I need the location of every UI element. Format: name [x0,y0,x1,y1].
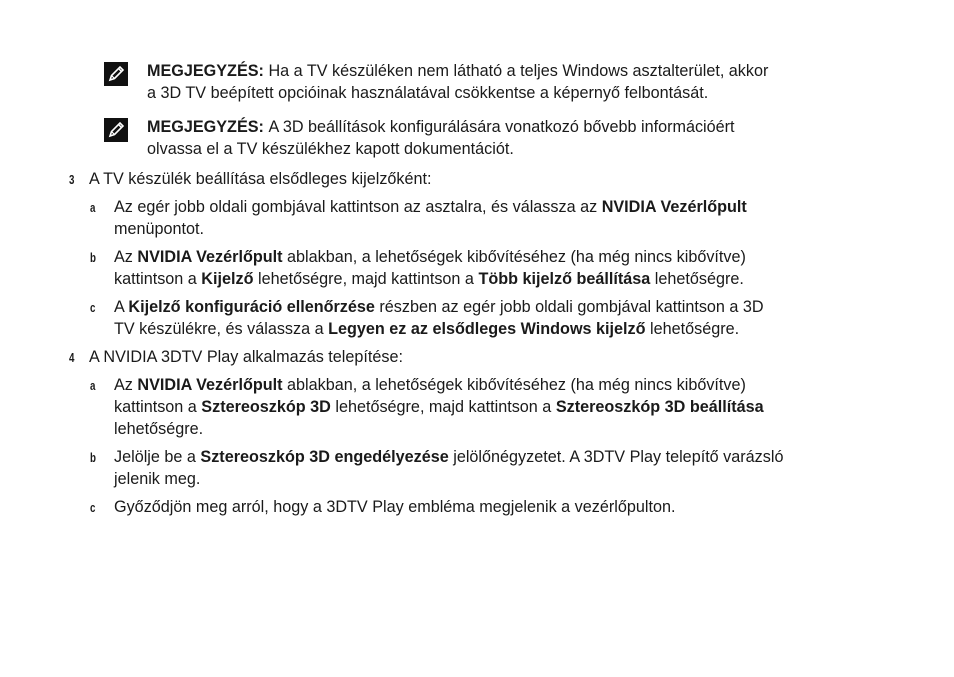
substep-letter: c [90,500,96,515]
substep-text [114,196,854,240]
note-line: a 3D TV beépített opcióinak használatával csökkentse a képernyő felbontását. [147,84,709,102]
ui-term: Több kijelző beállítása [478,270,651,288]
step-number: 4 [69,350,75,365]
ui-term: NVIDIA Vezérlőpult [137,376,283,394]
text-run: ablakban, a lehetőségek kibővítéséhez (ha még nincs kibővítve) [282,248,746,266]
ui-term: Kijelző konfiguráció ellenőrzése [128,298,375,316]
note-line: Ha a TV készüléken nem látható a teljes Windows asztalterület, akkor [268,62,769,80]
note-label: MEGJEGYZÉS: [147,118,269,136]
text-run: Jelölje be a [114,448,201,466]
text-run: Az [114,248,138,266]
text-run: A [114,298,129,316]
substep-text [114,446,874,490]
text-run: jelenik meg. [114,470,201,488]
substep-text [114,496,854,518]
substep-text [114,296,854,340]
substep-letter: a [90,378,96,393]
text-run: TV készülékre, és válassza a [114,320,329,338]
note-pencil-icon [104,62,128,86]
text-run: Az egér jobb oldali gombjával kattintson az asztalra, és válassza az [114,198,602,216]
step-title: A TV készülék beállítása elsődleges kijelzőként: [89,170,432,188]
text-run: lehetőségre, majd kattintson a [330,398,556,416]
text-run: kattintson a [114,398,202,416]
substep-letter: a [90,200,96,215]
note-2-text [147,116,867,160]
text-run: lehetőségre. [645,320,740,338]
ui-term: NVIDIA Vezérlőpult [601,198,747,216]
text-run: menüpontot. [114,220,204,238]
text-run: ablakban, a lehetőségek kibővítéséhez (ha még nincs kibővítve) [282,376,746,394]
ui-term: NVIDIA Vezérlőpult [137,248,283,266]
substep-text [114,374,854,440]
text-run: lehetőségre, majd kattintson a [253,270,479,288]
text-run: lehetőségre. [650,270,744,288]
step-number: 3 [69,172,75,187]
text-run: kattintson a [114,270,202,288]
text-run: Az [114,376,138,394]
step-title: A NVIDIA 3DTV Play alkalmazás telepítése: [89,348,403,366]
substep-letter: b [90,250,96,265]
substep-text [114,246,854,290]
note-label: MEGJEGYZÉS: [147,62,269,80]
ui-term: Sztereoszkóp 3D engedélyezése [200,448,449,466]
substep-letter: b [90,450,96,465]
ui-term: Sztereoszkóp 3D [201,398,331,416]
text-run: részben az egér jobb oldali gombjával kattintson a 3D [374,298,764,316]
note-pencil-icon [104,118,128,142]
text-run: jelölőnégyzetet. A 3DTV Play telepítő varázsló [448,448,784,466]
text-run: Győződjön meg arról, hogy a 3DTV Play embléma megjelenik a vezérlőpulton. [114,498,676,516]
ui-term: Sztereoszkóp 3D beállítása [555,398,764,416]
text-run: lehetőségre. [114,420,204,438]
ui-term: Legyen ez az elsődleges Windows kijelző [328,320,646,338]
note-1-text [147,60,867,104]
ui-term: Kijelző [201,270,254,288]
note-line: olvassa el a TV készülékhez kapott dokumentációt. [147,140,514,158]
note-line: A 3D beállítások konfigurálására vonatkozó bővebb információért [268,118,735,136]
substep-letter: c [90,300,96,315]
